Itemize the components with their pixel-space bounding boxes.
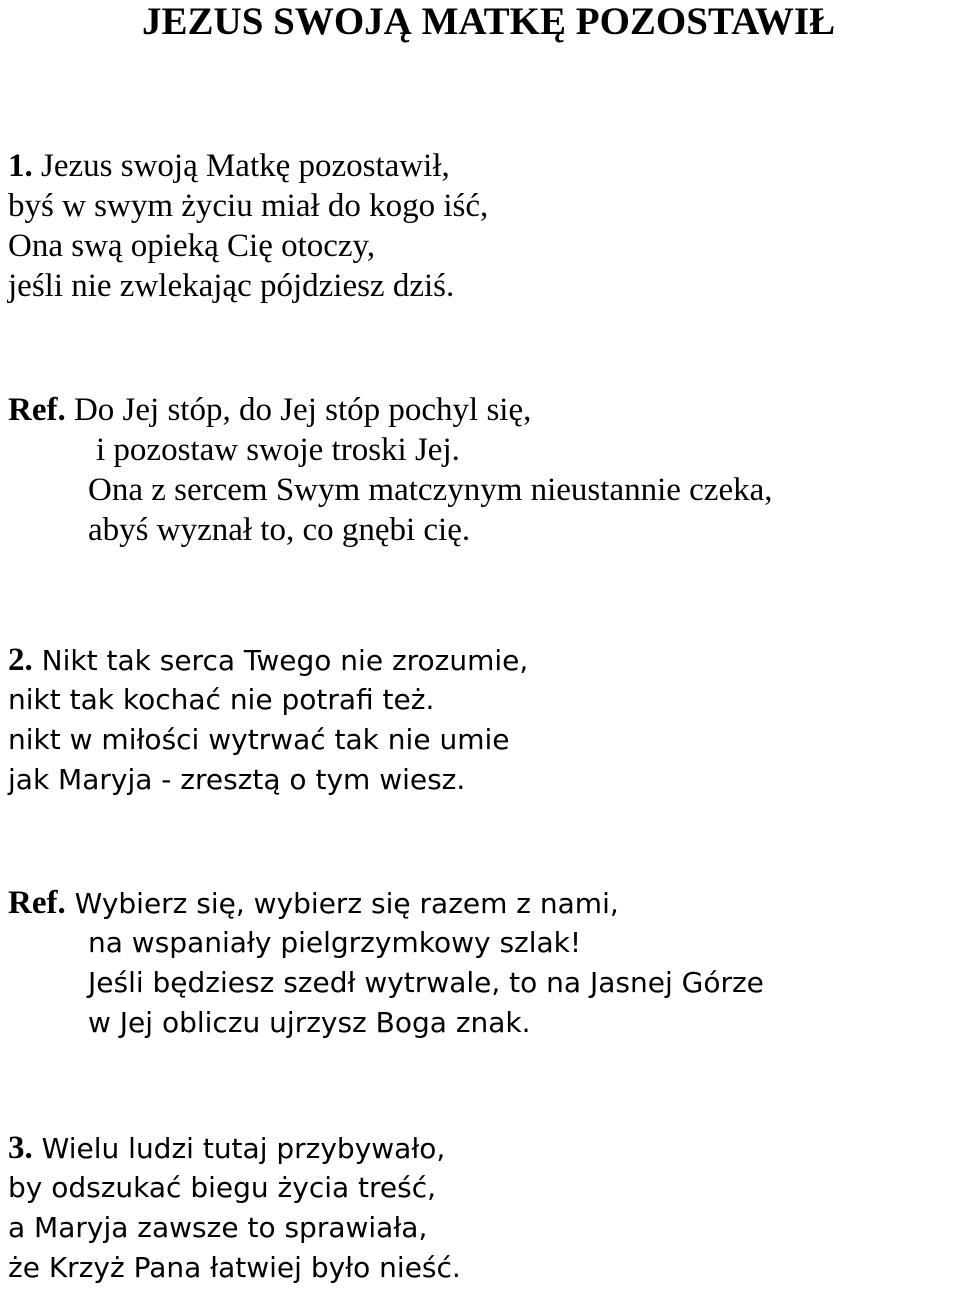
verse-1-line-2: byś w swym życiu miał do kogo iść,: [8, 188, 489, 224]
refrain-2-line-1: [8, 883, 764, 923]
verse-3-line-1: [8, 1128, 461, 1168]
verse-3-number: 3.: [8, 1130, 33, 1166]
verse-2-line-3: nikt w miłości wytrwać tak nie umie: [8, 723, 510, 756]
refrain-2-line-3: Jeśli będziesz szedł wytrwale, to na Jasnej Górze: [88, 966, 764, 999]
verse-1-line-3: Ona swą opieką Cię otoczy,: [8, 228, 376, 264]
verse-1-line-1-text: Jezus swoją Matkę pozostawił,: [41, 148, 450, 184]
verse-3: [8, 1128, 461, 1288]
verse-2-line-1-text: Nikt tak serca Twego nie zrozumie,: [41, 644, 529, 677]
refrain-1-line-3: Ona z sercem Swym matczynym nieustannie czeka,: [88, 472, 773, 508]
refrain-2-label: Ref.: [8, 885, 66, 921]
refrain-2-line-2: na wspaniały pielgrzymkowy szlak!: [88, 926, 582, 959]
refrain-1-line-4: abyś wyznał to, co gnębi cię.: [88, 512, 471, 548]
verse-2: [8, 640, 528, 800]
verse-2-number: 2.: [8, 642, 33, 678]
refrain-1-label: Ref.: [8, 392, 66, 428]
refrain-2: [8, 883, 764, 1043]
verse-3-line-1-text: Wielu ludzi tutaj przybywało,: [41, 1132, 446, 1165]
verse-2-line-2: nikt tak kochać nie potrafi też.: [8, 683, 435, 716]
refrain-2-line-4: w Jej obliczu ujrzysz Boga znak.: [88, 1006, 531, 1039]
refrain-1-line-1: [8, 390, 773, 430]
verse-1-number: 1.: [8, 148, 33, 184]
verse-1-line-1: [8, 146, 488, 186]
verse-2-line-4: jak Maryja - zresztą o tym wiesz.: [8, 763, 466, 796]
verse-1-line-4: jeśli nie zwlekając pójdziesz dziś.: [8, 268, 455, 304]
verse-3-line-3: a Maryja zawsze to sprawiała,: [8, 1211, 428, 1244]
verse-3-line-2: by odszukać biegu życia treść,: [8, 1171, 437, 1204]
refrain-1-line-1-text: Do Jej stóp, do Jej stóp pochyl się,: [73, 392, 532, 428]
verse-1: [8, 146, 488, 306]
refrain-1-line-2: i pozostaw swoje troski Jej.: [96, 432, 460, 468]
song-title: JEZUS SWOJĄ MATKĘ POZOSTAWIŁ: [142, 0, 836, 43]
refrain-1: [8, 390, 773, 550]
refrain-2-line-1-text: Wybierz się, wybierz się razem z nami,: [74, 887, 619, 920]
verse-2-line-1: [8, 640, 528, 680]
verse-3-line-4: że Krzyż Pana łatwiej było nieść.: [8, 1251, 461, 1284]
